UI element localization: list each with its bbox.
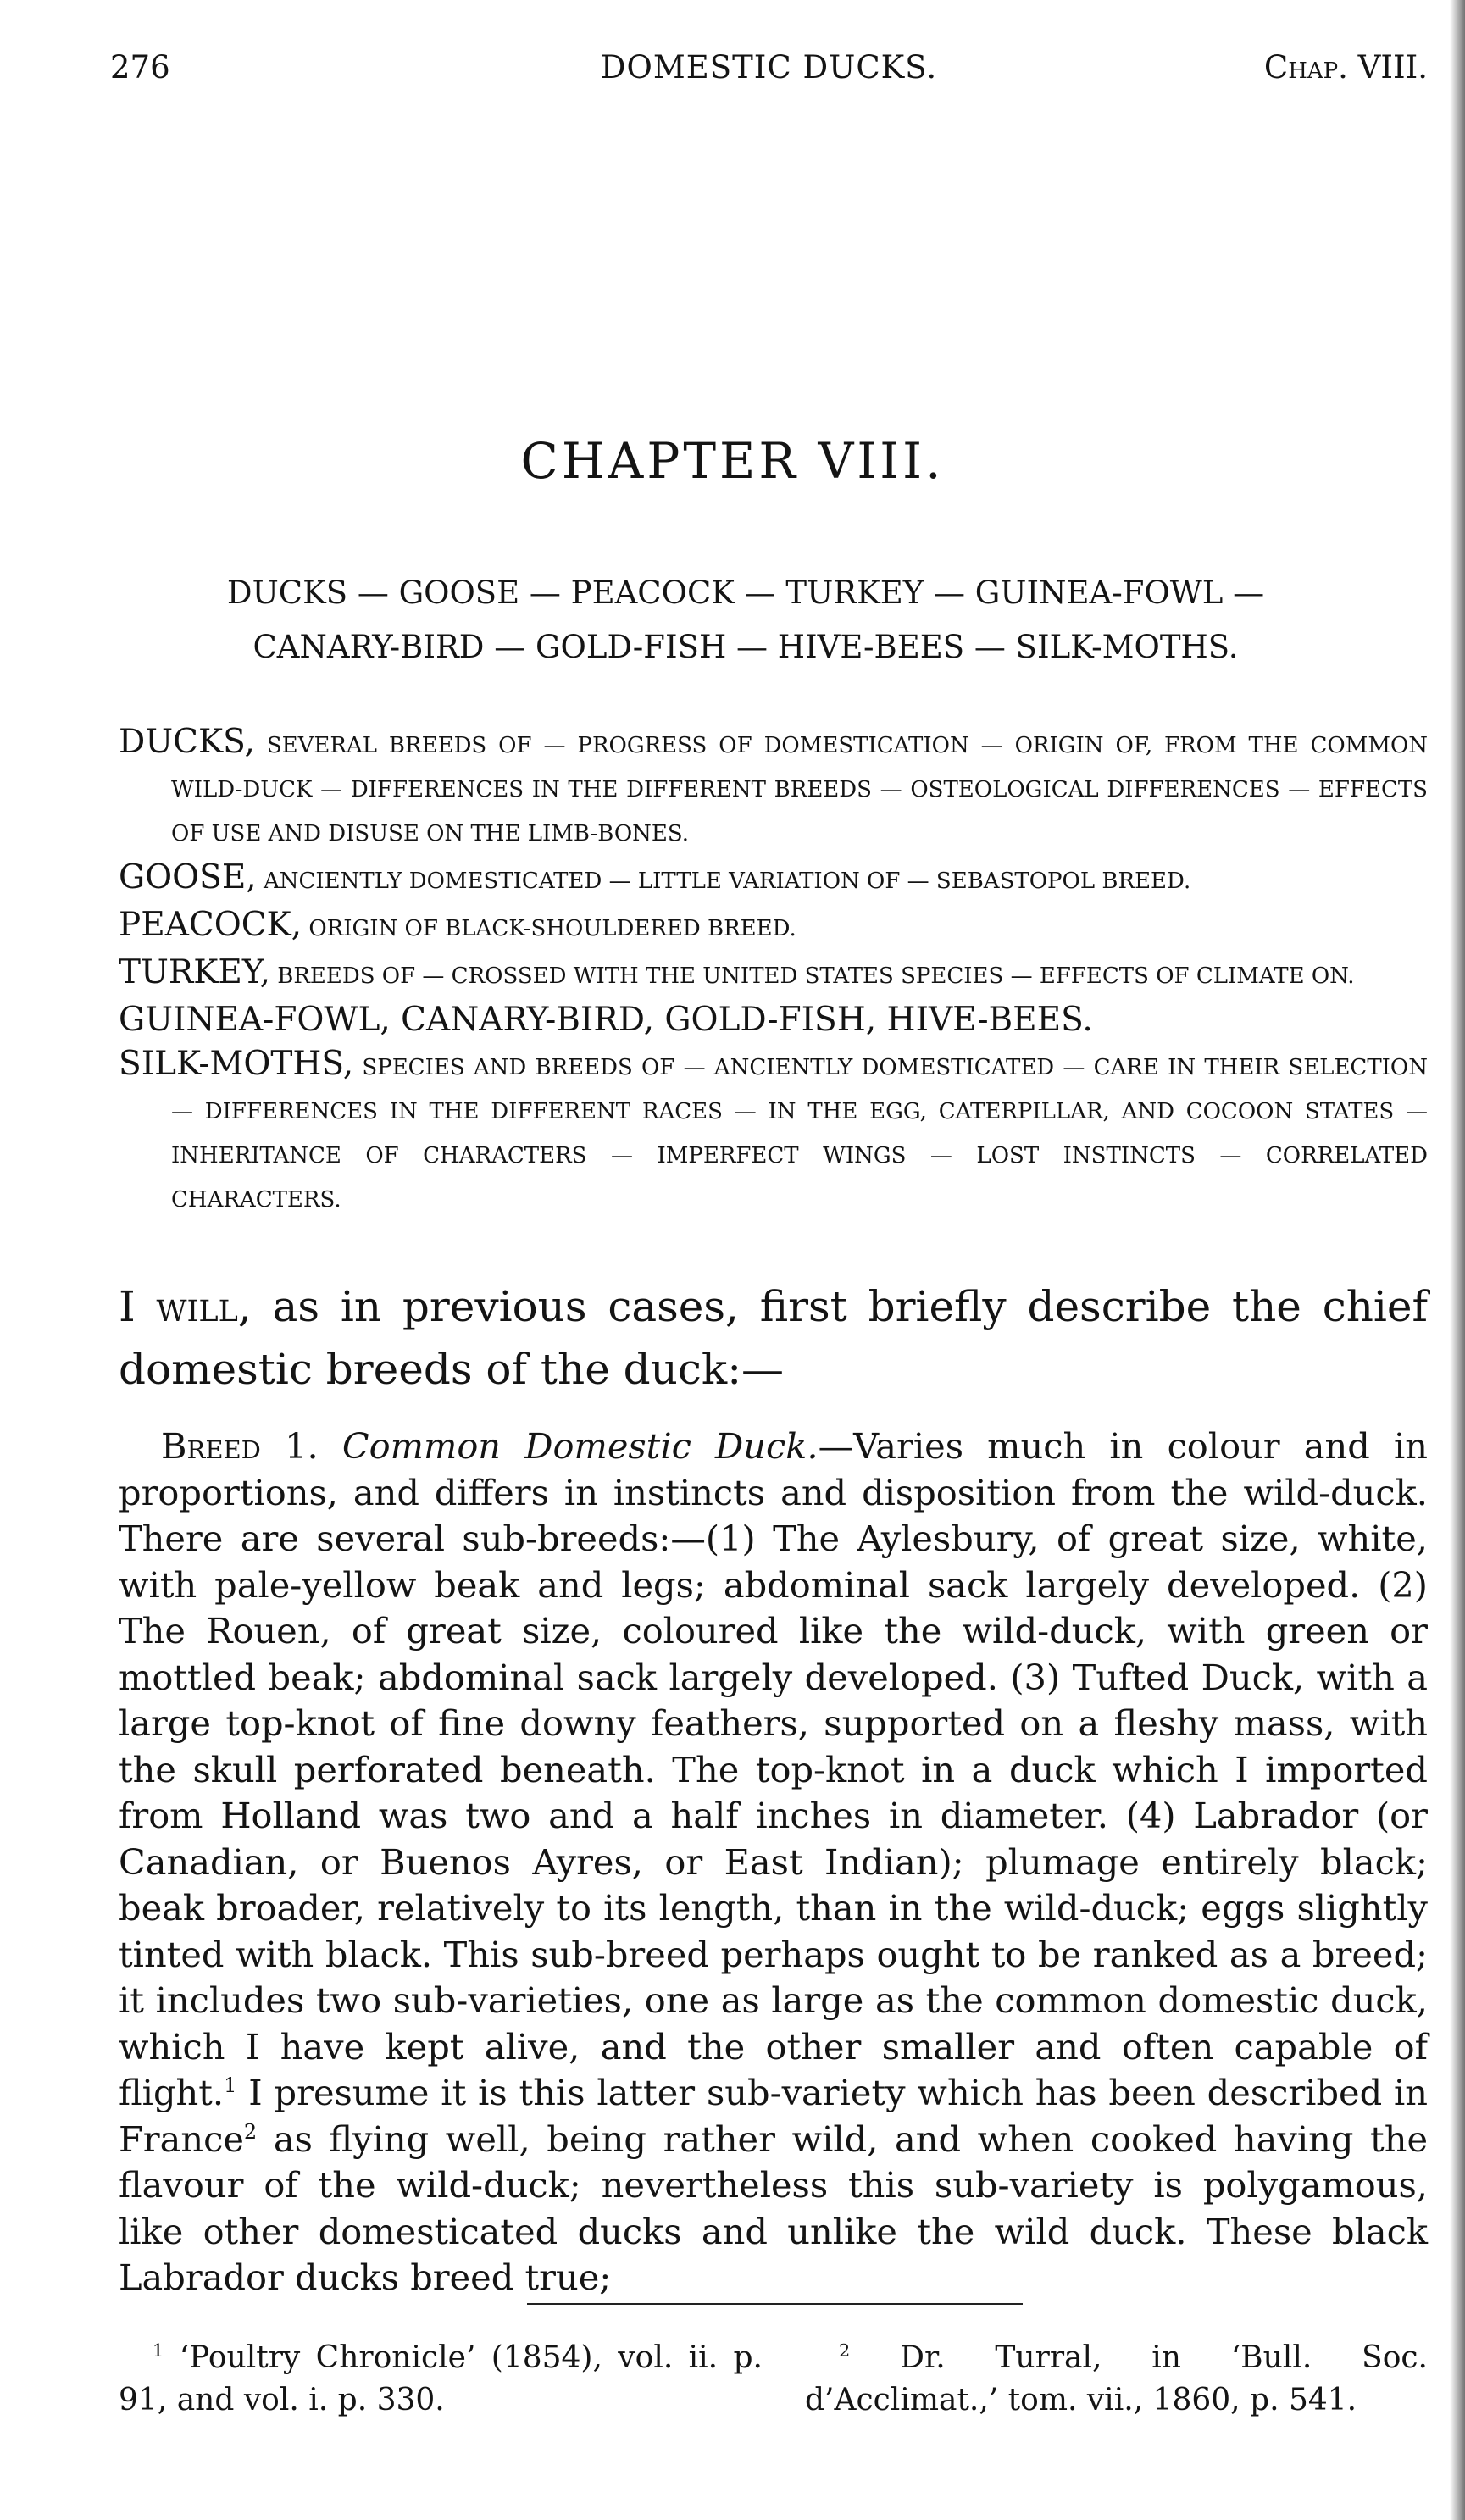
chapter-subjects [119, 566, 1373, 674]
subjects-line-1: DUCKS — GOOSE — PEACOCK — TURKEY — GUINEA-FOWL — [226, 574, 1265, 611]
summary-entry-guinea-fowl [119, 998, 1428, 1042]
summary-head: PEACOCK, [119, 906, 302, 944]
footnote-1 [119, 2337, 763, 2422]
summary-head: GOOSE, [119, 858, 257, 896]
intro-text: as in previous cases, first briefly describe the chief domestic breeds of the duck:— [119, 1282, 1428, 1394]
summary-head: SILK-MOTHS, [119, 1045, 354, 1083]
summary-desc: SPECIES AND BREEDS OF — ANCIENTLY DOMESTICATED — CARE IN THEIR SELECTION — DIFFERENCES IN THE DIFFERENT RACES — IN THE EGG, CATERPILLAR, AND COCOON STATES — INHERITANCE OF CHARACTERS — IMPERFECT WINGS — LOST INSTINCTS — CORRELATED CHARACTERS. [171, 1055, 1428, 1213]
intro-lead: I will, [119, 1282, 252, 1331]
footnote-2 [805, 2337, 1428, 2422]
footnote-text: ‘Poultry Chronicle’ (1854), vol. ii. p. 91, and vol. i. p. 330. [119, 2340, 763, 2417]
intro-paragraph [119, 1275, 1428, 1401]
breed-text-3: as flying well, being rather wild, and when cooked having the flavour of the wild-duck; nevertheless this sub-variety is polygamous, like other domesticated ducks and unlike the wild duck. These black Labrador ducks breed true; [119, 2118, 1428, 2298]
subjects-line-2: CANARY-BIRD — GOLD-FISH — HIVE-BEES — SILK-MOTHS. [252, 629, 1239, 665]
breed-text-1: —Varies much in colour and in proportions, and differs in instincts and disposition from the wild-duck. There are several sub-breeds:—(1) The Aylesbury, of great size, white, with pale-yellow beak and legs; abdominal sack largely developed. (2) The Rouen, of great size, coloured like the wild-duck, with green or mottled beak; abdominal sack largely developed. (3) Tufted Duck, with a large top-knot of fine downy feathers, supported on a fleshy mass, with the skull perforated beneath. The top-knot in a duck which I imported from Holland was two and a half inches in diameter. (4) Labrador (or Canadian, or Buenos Ayres, or East Indian); plumage entirely black; beak broader, relatively to its length, than in the wild-duck; eggs slightly tinted with black. This sub-breed perhaps ought to be ranked as a breed; it includes two sub-varieties, one as large as the common domestic duck, which I have kept alive, and the other smaller and often capable of flight. [119, 1425, 1429, 2113]
footnote-ref-1[interactable]: 1 [224, 2073, 237, 2098]
breed-text-2: I presume it is this latter sub-variety which has been described in France [119, 2072, 1428, 2160]
summary-entry-goose [119, 856, 1428, 903]
footnote-text: Dr. Turral, in ‘Bull. Soc. d’Acclimat.,’ tom. vii., 1860, p. 541. [805, 2340, 1428, 2417]
summary-entry-silk-moths [119, 1042, 1428, 1222]
chapter-title: CHAPTER VIII. [520, 432, 945, 490]
summary-head: GUINEA-FOWL, CANARY-BIRD, GOLD-FISH, HIVE-BEES. [119, 1001, 1093, 1039]
summary-entry-ducks [119, 720, 1428, 856]
running-head [110, 49, 1428, 100]
footnote-mark: 2 [839, 2340, 851, 2361]
running-title: DOMESTIC DUCKS. [600, 49, 938, 86]
summary-entry-turkey [119, 951, 1428, 998]
breed-number: 1. [260, 1425, 342, 1467]
breed-paragraph [119, 1424, 1428, 2301]
summary-desc: ANCIENTLY DOMESTICATED — LITTLE VARIATION OF — SEBASTOPOL BREED. [263, 869, 1191, 894]
footnote-mark: 1 [153, 2340, 164, 2361]
summary-head: TURKEY, [119, 953, 270, 991]
summary-desc: SEVERAL BREEDS OF — PROGRESS OF DOMESTICATION — ORIGIN OF, FROM THE COMMON WILD-DUCK — DIFFERENCES IN THE DIFFERENT BREEDS — OSTEOLOGICAL DIFFERENCES — EFFECTS OF USE AND DISUSE ON THE LIMB-BONES. [171, 733, 1429, 846]
chapter-summary [119, 720, 1428, 1222]
page-number: 276 [110, 49, 170, 86]
footnote-rule [527, 2303, 1023, 2305]
breed-name: Common Domestic Duck. [341, 1425, 819, 1467]
summary-head: DUCKS, [119, 723, 255, 761]
footnote-ref-2[interactable]: 2 [243, 2119, 258, 2144]
summary-desc: ORIGIN OF BLACK-SHOULDERED BREED. [308, 916, 796, 941]
breed-label: Breed [161, 1425, 261, 1467]
summary-desc: BREEDS OF — CROSSED WITH THE UNITED STATES SPECIES — EFFECTS OF CLIMATE ON. [277, 963, 1355, 989]
running-chapter: Chap. VIII. [1263, 49, 1428, 86]
page-edge-shadow [1450, 0, 1465, 2520]
summary-entry-peacock [119, 903, 1428, 951]
